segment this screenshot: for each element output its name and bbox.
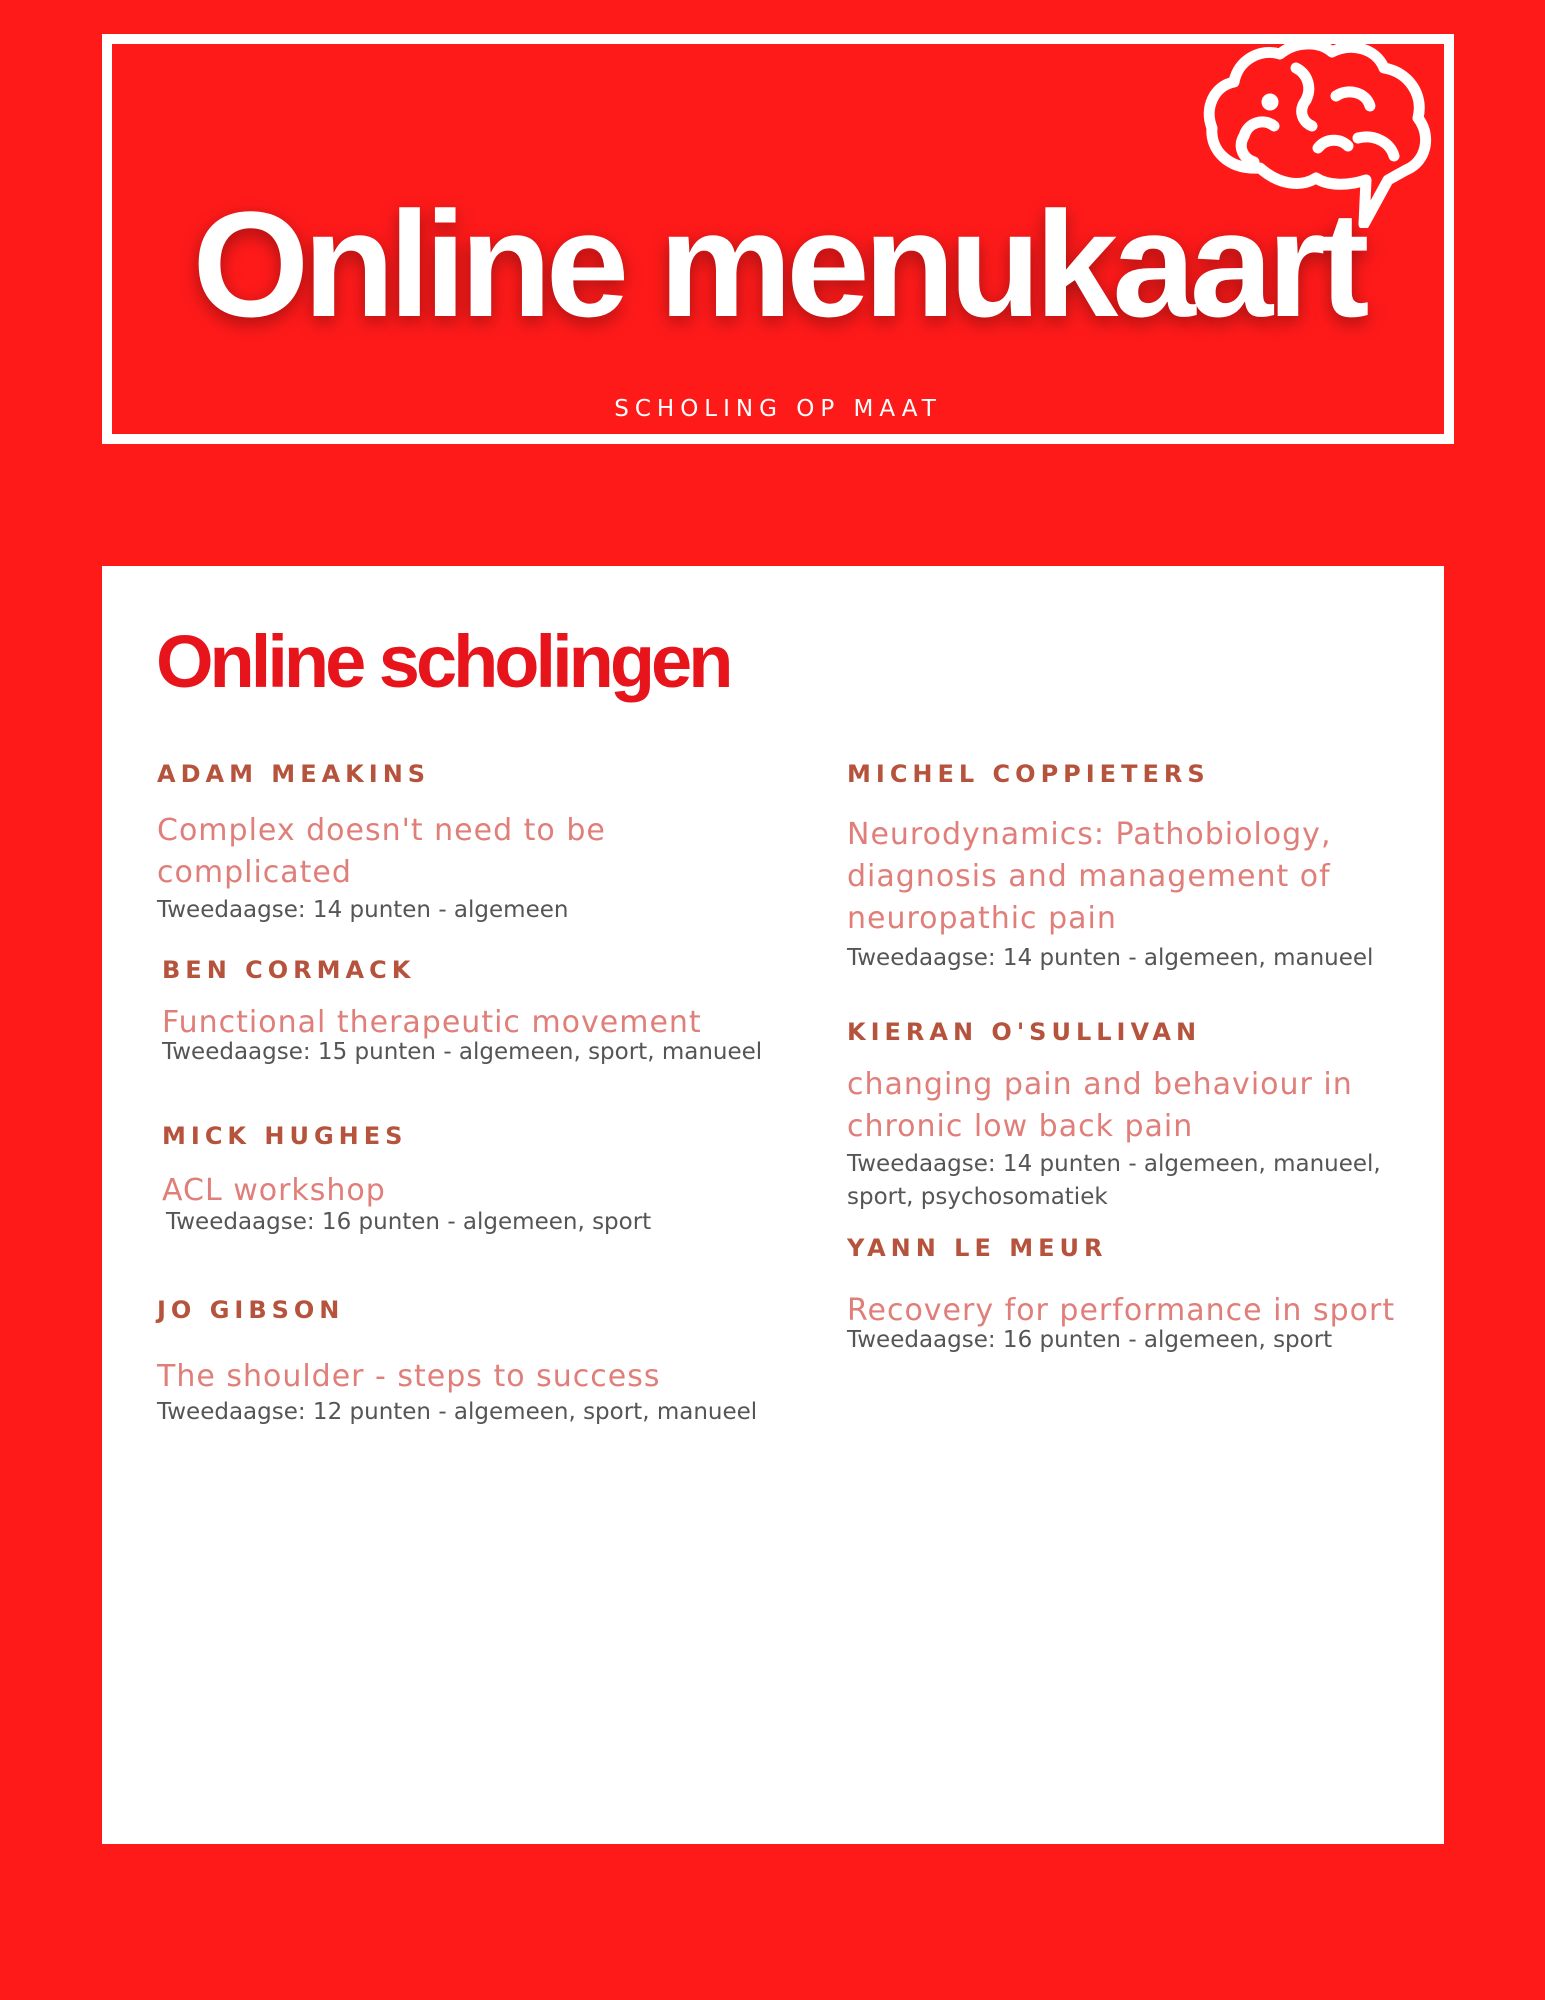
speaker-name: MICHEL COPPIETERS	[847, 760, 1210, 788]
section-title: Online scholingen	[156, 620, 730, 703]
course-detail: Tweedaagse: 16 punten - algemeen, sport	[847, 1327, 1333, 1353]
course-detail: Tweedaagse: 14 punten - algemeen, manueel, sport, psychosomatiek	[847, 1151, 1381, 1210]
course-title: Functional therapeutic movement	[162, 1005, 702, 1040]
course-detail: Tweedaagse: 16 punten - algemeen, sport	[166, 1209, 652, 1235]
course-title: The shoulder - steps to success	[157, 1359, 661, 1394]
course-item	[162, 958, 802, 1069]
speaker-name: BEN CORMACK	[162, 956, 416, 984]
course-detail: Tweedaagse: 14 punten - algemeen, manueel	[847, 945, 1374, 971]
course-item	[157, 1298, 797, 1429]
course-detail: Tweedaagse: 14 punten - algemeen	[157, 897, 569, 923]
speaker-name: KIERAN O'SULLIVAN	[847, 1018, 1202, 1046]
course-item	[162, 1124, 802, 1239]
course-item	[847, 1020, 1407, 1214]
course-item	[157, 762, 797, 927]
course-title: Complex doesn't need to be complicated	[157, 813, 606, 890]
course-item	[847, 1236, 1407, 1357]
brain-speech-bubble-icon	[1198, 38, 1443, 228]
course-item	[847, 762, 1407, 975]
speaker-name: MICK HUGHES	[162, 1122, 408, 1150]
speaker-name: JO GIBSON	[157, 1296, 345, 1324]
page-subtitle: SCHOLING OP MAAT	[614, 396, 942, 422]
course-detail: Tweedaagse: 12 punten - algemeen, sport, manueel	[157, 1399, 758, 1425]
course-title: Neurodynamics: Pathobiology, diagnosis and management of neuropathic pain	[847, 817, 1332, 936]
course-detail: Tweedaagse: 15 punten - algemeen, sport, manueel	[162, 1039, 763, 1065]
content-panel	[102, 566, 1444, 1844]
course-title: changing pain and behaviour in chronic low back pain	[847, 1067, 1353, 1144]
speaker-name: YANN LE MEUR	[847, 1234, 1108, 1262]
course-title: Recovery for performance in sport	[847, 1293, 1396, 1328]
page-title: Online menukaart	[192, 180, 1364, 348]
course-title: ACL workshop	[162, 1173, 386, 1208]
speaker-name: ADAM MEAKINS	[157, 760, 431, 788]
